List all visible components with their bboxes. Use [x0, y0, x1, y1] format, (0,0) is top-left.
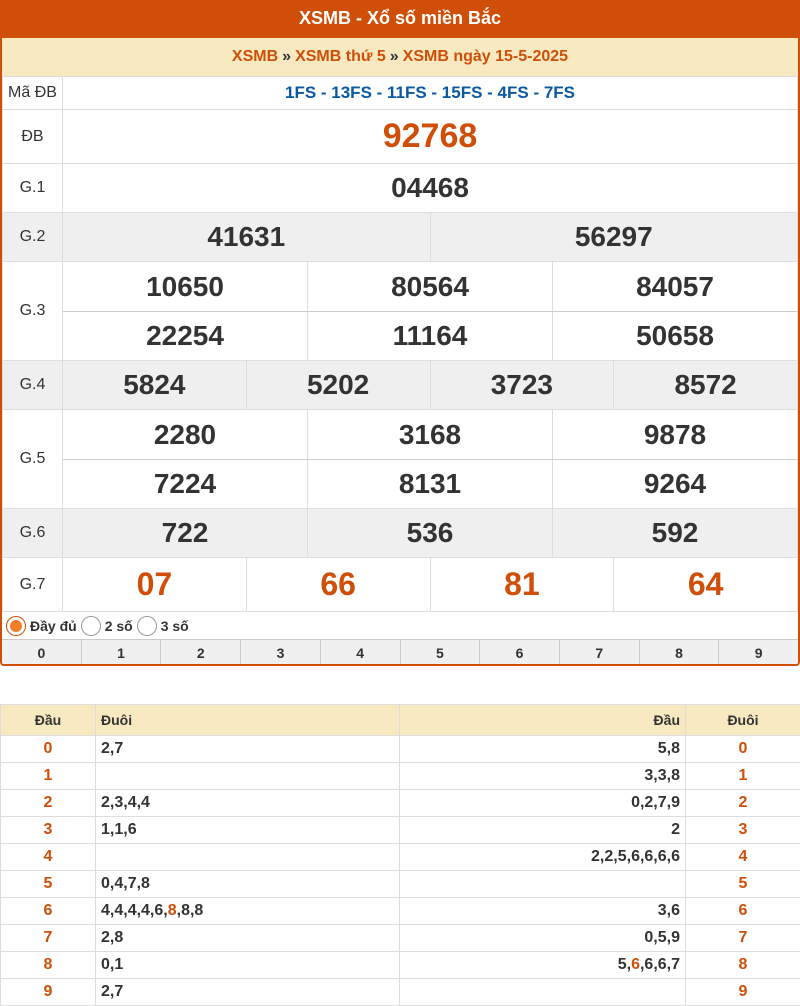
digit-filter-8[interactable]: 8: [639, 640, 719, 666]
option-three-label: 3 số: [160, 617, 189, 634]
option-three-digits[interactable]: [137, 616, 189, 636]
loto-tails: [96, 898, 400, 925]
loto-heads: 2: [400, 817, 686, 844]
prize-2-number: 56297: [430, 213, 798, 261]
loto-head: 1: [1, 763, 96, 790]
table-row: [1, 736, 800, 763]
loto-tail: 0: [686, 736, 800, 763]
table-row: [1, 952, 800, 979]
loto-heads: 3,3,8: [400, 763, 686, 790]
digit-filter-7[interactable]: 7: [559, 640, 639, 666]
loto-tail: 2: [686, 790, 800, 817]
loto-tails: 2,8: [96, 925, 400, 952]
loto-tail: 4: [686, 844, 800, 871]
table-row: [1, 817, 800, 844]
madb-label: Mã ĐB: [3, 77, 63, 110]
prize-5-number: 9264: [552, 460, 797, 508]
digit-filter: [2, 640, 798, 666]
loto-tails: 2,7: [96, 736, 400, 763]
prize-7-number: 07: [136, 566, 173, 602]
loto-head: 0: [1, 736, 96, 763]
prize-5: [63, 410, 798, 509]
radio-two-digits[interactable]: [81, 616, 101, 636]
option-two-digits[interactable]: [81, 616, 133, 636]
loto-tail: 3: [686, 817, 800, 844]
digit-filter-4[interactable]: 4: [320, 640, 400, 666]
digit-filter-1[interactable]: 1: [81, 640, 161, 666]
prize-1-number: 04468: [391, 172, 469, 203]
special-prize-number: 92768: [382, 117, 478, 155]
loto-tails: 0,4,7,8: [96, 871, 400, 898]
radio-three-digits[interactable]: [137, 616, 157, 636]
prize-2: [63, 213, 798, 262]
prize-2-number: 41631: [207, 221, 286, 252]
table-row: [1, 844, 800, 871]
prize-4-number: 3723: [430, 361, 614, 409]
prize-4-number: 5824: [123, 369, 186, 400]
option-full-label: Đầy đủ: [30, 617, 77, 634]
special-prize: [63, 110, 798, 164]
breadcrumb: [2, 38, 798, 76]
loto-tails: 0,1: [96, 952, 400, 979]
digit-filter-9[interactable]: 9: [718, 640, 798, 666]
loto-tails: 1,1,6: [96, 817, 400, 844]
prize-3-number: 84057: [552, 262, 797, 311]
loto-heads: 0,2,7,9: [400, 790, 686, 817]
g3-label: G.3: [3, 262, 63, 361]
loto-tails-part: 4,4,4,4,6,: [101, 902, 168, 919]
g6-label: G.6: [3, 509, 63, 558]
prize-1: [63, 164, 798, 213]
breadcrumb-separator: »: [282, 48, 292, 65]
loto-heads: [400, 871, 686, 898]
table-row: [1, 763, 800, 790]
prize-7: [63, 558, 798, 612]
prize-7-number: 64: [613, 558, 797, 611]
loto-heads: 3,6: [400, 898, 686, 925]
display-options: [2, 612, 798, 640]
loto-head: 9: [1, 979, 96, 1006]
table-row: [1, 898, 800, 925]
prize-5-number: 3168: [307, 410, 552, 459]
loto-heads: [400, 952, 686, 979]
loto-head: 4: [1, 844, 96, 871]
loto-header-dau-2: Đầu: [400, 705, 686, 736]
loto-heads-part: ,6,6,7: [639, 956, 680, 973]
g4-label: G.4: [3, 361, 63, 410]
g2-label: G.2: [3, 213, 63, 262]
loto-tail: 7: [686, 925, 800, 952]
loto-head: 5: [1, 871, 96, 898]
loto-heads: 0,5,9: [400, 925, 686, 952]
loto-tails: [96, 844, 400, 871]
breadcrumb-xsmb-thu-5[interactable]: XSMB thứ 5: [295, 48, 386, 65]
loto-head: 2: [1, 790, 96, 817]
loto-header-duoi-2: Đuôi: [686, 705, 800, 736]
prize-5-number: 8131: [307, 460, 552, 508]
loto-tail-special-highlight: 8: [167, 902, 177, 919]
prize-6-number: 592: [552, 509, 797, 557]
prize-4-number: 8572: [613, 361, 797, 409]
loto-tails-part: ,8,8: [176, 902, 204, 919]
radio-full-selected[interactable]: [6, 616, 26, 636]
page-title: XSMB - Xổ số miền Bắc: [2, 0, 798, 38]
digit-filter-0[interactable]: 0: [37, 645, 46, 661]
loto-table: [0, 704, 800, 1006]
loto-tails: 2,3,4,4: [96, 790, 400, 817]
g1-label: G.1: [3, 164, 63, 213]
db-label: ĐB: [3, 110, 63, 164]
loto-tails: [96, 763, 400, 790]
digit-filter-5[interactable]: 5: [400, 640, 480, 666]
loto-head: 3: [1, 817, 96, 844]
loto-head: 6: [1, 898, 96, 925]
table-row: [1, 871, 800, 898]
prize-5-number: 7224: [153, 468, 217, 499]
prize-4: [63, 361, 798, 410]
prize-3: [63, 262, 798, 361]
loto-heads: 2,2,5,6,6,6,6: [400, 844, 686, 871]
prize-6-number: 722: [161, 517, 209, 548]
loto-tail: 8: [686, 952, 800, 979]
prize-3-number: 80564: [307, 262, 552, 311]
loto-heads-part: 5,: [617, 956, 632, 973]
digit-filter-3[interactable]: 3: [240, 640, 320, 666]
table-row: [1, 979, 800, 1006]
loto-header-duoi: Đuôi: [96, 705, 400, 736]
g5-label: G.5: [3, 410, 63, 509]
prize-3-number: 50658: [552, 312, 797, 360]
breadcrumb-xsmb-date[interactable]: XSMB ngày 15-5-2025: [402, 48, 569, 65]
prize-6-number: 536: [307, 509, 552, 557]
loto-tails: 2,7: [96, 979, 400, 1006]
prize-3-number: 22254: [146, 320, 224, 351]
digit-filter-2[interactable]: 2: [160, 640, 240, 666]
option-two-label: 2 số: [104, 617, 133, 634]
prize-7-number: 81: [430, 558, 614, 611]
loto-head: 7: [1, 925, 96, 952]
loto-tail: 9: [686, 979, 800, 1006]
prize-7-number: 66: [246, 558, 430, 611]
breadcrumb-separator: »: [389, 48, 399, 65]
table-row: [1, 790, 800, 817]
prize-5-number: 2280: [153, 418, 217, 450]
loto-tail: 1: [686, 763, 800, 790]
breadcrumb-xsmb[interactable]: XSMB: [231, 48, 279, 65]
loto-tail: 5: [686, 871, 800, 898]
loto-head-special-highlight: 6: [631, 956, 640, 973]
loto-header-dau: Đầu: [1, 705, 96, 736]
loto-heads: [400, 979, 686, 1006]
prize-4-number: 5202: [246, 361, 430, 409]
option-full[interactable]: [6, 616, 77, 636]
prize-5-number: 9878: [552, 410, 797, 459]
prize-6: [63, 509, 798, 558]
results-table: [2, 76, 798, 612]
loto-head: 8: [1, 952, 96, 979]
prize-3-number: 10650: [146, 270, 224, 302]
g7-label: G.7: [3, 558, 63, 612]
madb-value: 1FS - 13FS - 11FS - 15FS - 4FS - 7FS: [63, 77, 798, 110]
loto-heads: 5,8: [400, 736, 686, 763]
digit-filter-6[interactable]: 6: [479, 640, 559, 666]
prize-3-number: 11164: [307, 312, 552, 360]
table-row: [1, 925, 800, 952]
loto-tail: 6: [686, 898, 800, 925]
